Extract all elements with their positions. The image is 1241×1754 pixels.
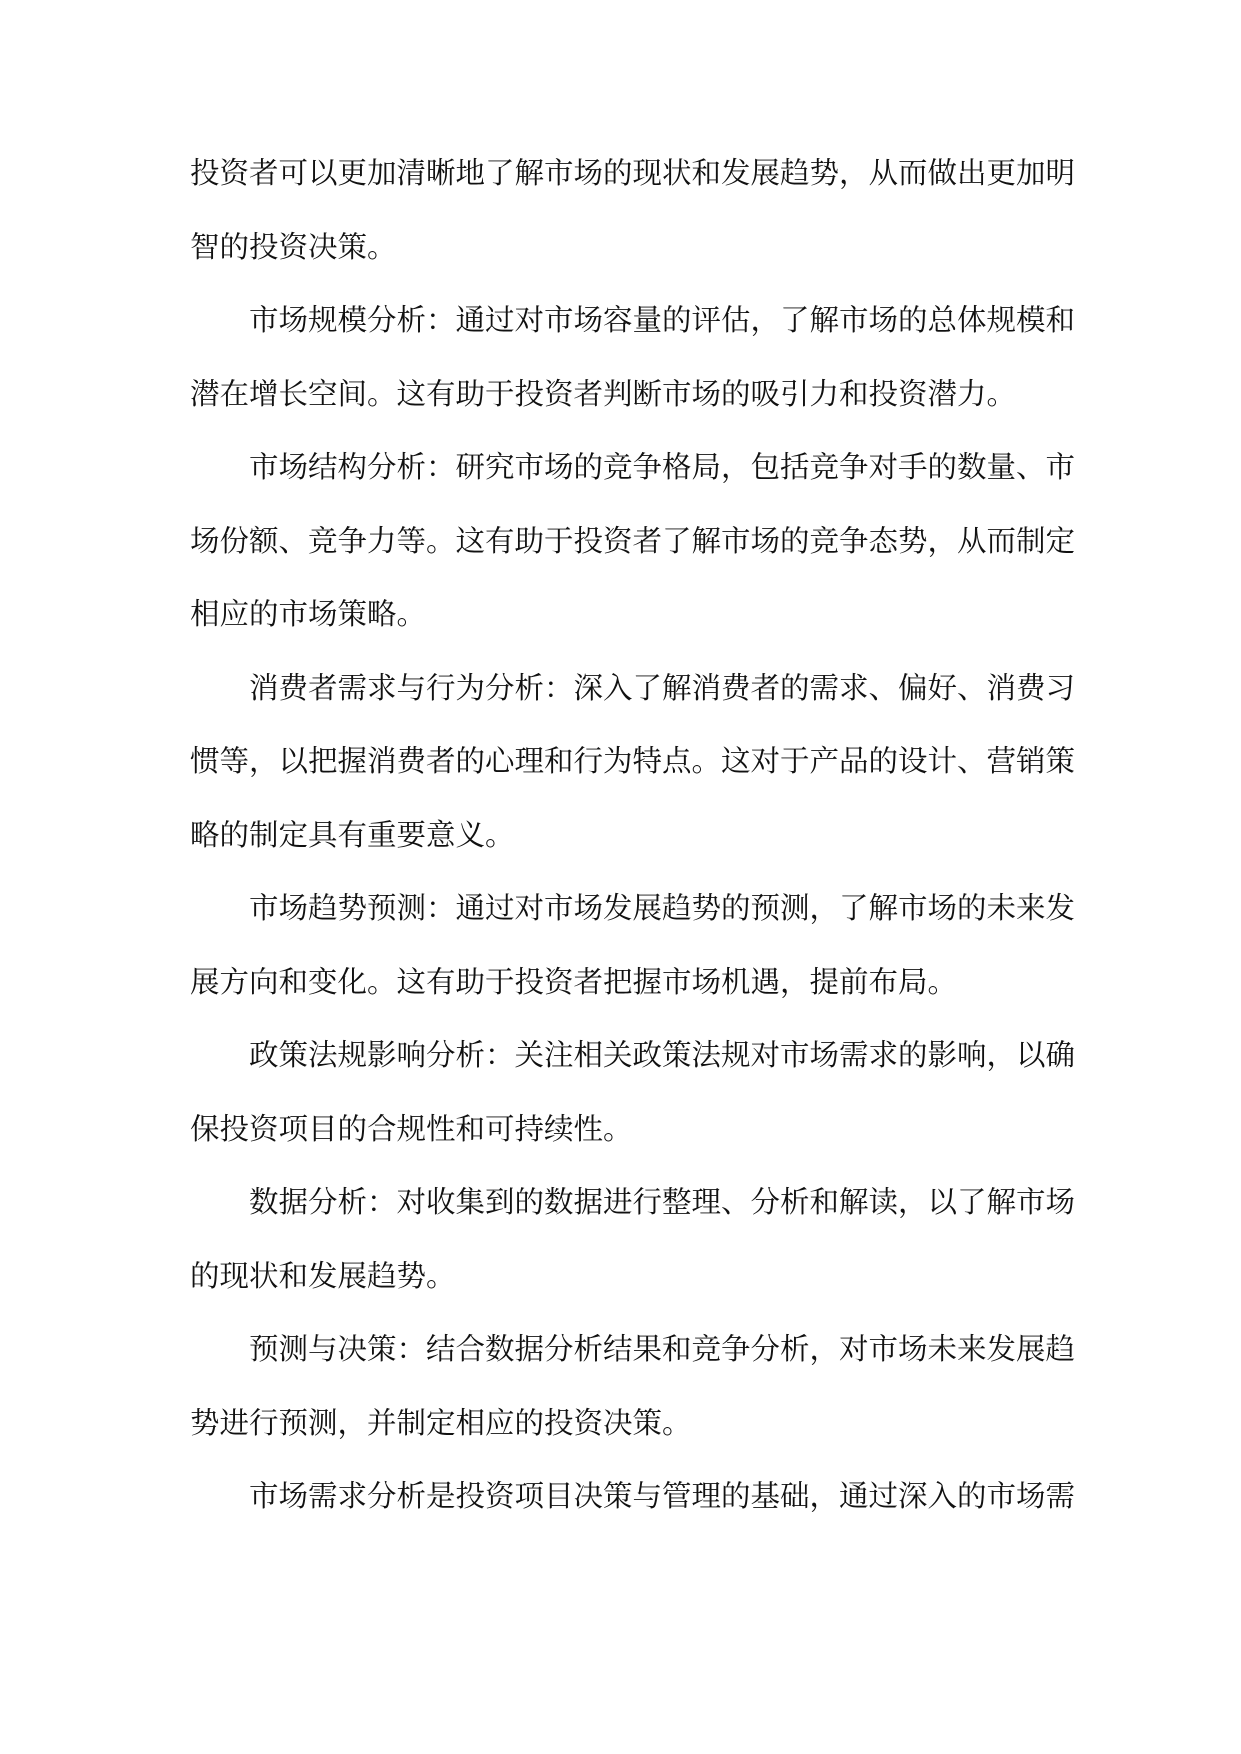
text-line: 潜在增长空间。这有助于投资者判断市场的吸引力和投资潜力。	[190, 376, 1017, 411]
text-line: 场份额、竞争力等。这有助于投资者了解市场的竞争态势，从而制定	[190, 523, 1076, 558]
document-body	[190, 148, 1076, 1545]
text-line: 的现状和发展趋势。	[190, 1258, 456, 1293]
text-line: 市场规模分析：通过对市场容量的评估，了解市场的总体规模和	[249, 303, 1076, 337]
text-line: 政策法规影响分析：关注相关政策法规对市场需求的影响，以确	[249, 1038, 1076, 1072]
text-line: 数据分析：对收集到的数据进行整理、分析和解读，以了解市场	[249, 1185, 1076, 1219]
text-line: 保投资项目的合规性和可持续性。	[190, 1111, 633, 1146]
text-line: 惯等，以把握消费者的心理和行为特点。这对于产品的设计、营销策	[190, 744, 1076, 778]
text-line: 展方向和变化。这有助于投资者把握市场机遇，提前布局。	[190, 964, 958, 999]
text-line: 相应的市场策略。	[190, 597, 427, 631]
text-line: 预测与决策：结合数据分析结果和竞争分析，对市场未来发展趋	[249, 1332, 1076, 1366]
text-line: 势进行预测，并制定相应的投资决策。	[190, 1405, 692, 1440]
text-line: 市场需求分析是投资项目决策与管理的基础，通过深入的市场需	[249, 1479, 1076, 1513]
text-line: 略的制定具有重要意义。	[190, 817, 515, 852]
text-line: 消费者需求与行为分析：深入了解消费者的需求、偏好、消费习	[249, 670, 1076, 705]
text-line: 市场趋势预测：通过对市场发展趋势的预测，了解市场的未来发	[249, 891, 1076, 925]
text-line: 投资者可以更加清晰地了解市场的现状和发展趋势，从而做出更加明	[190, 156, 1076, 190]
text-line: 市场结构分析：研究市场的竞争格局，包括竞争对手的数量、市	[249, 450, 1076, 484]
text-line: 智的投资决策。	[190, 229, 397, 264]
